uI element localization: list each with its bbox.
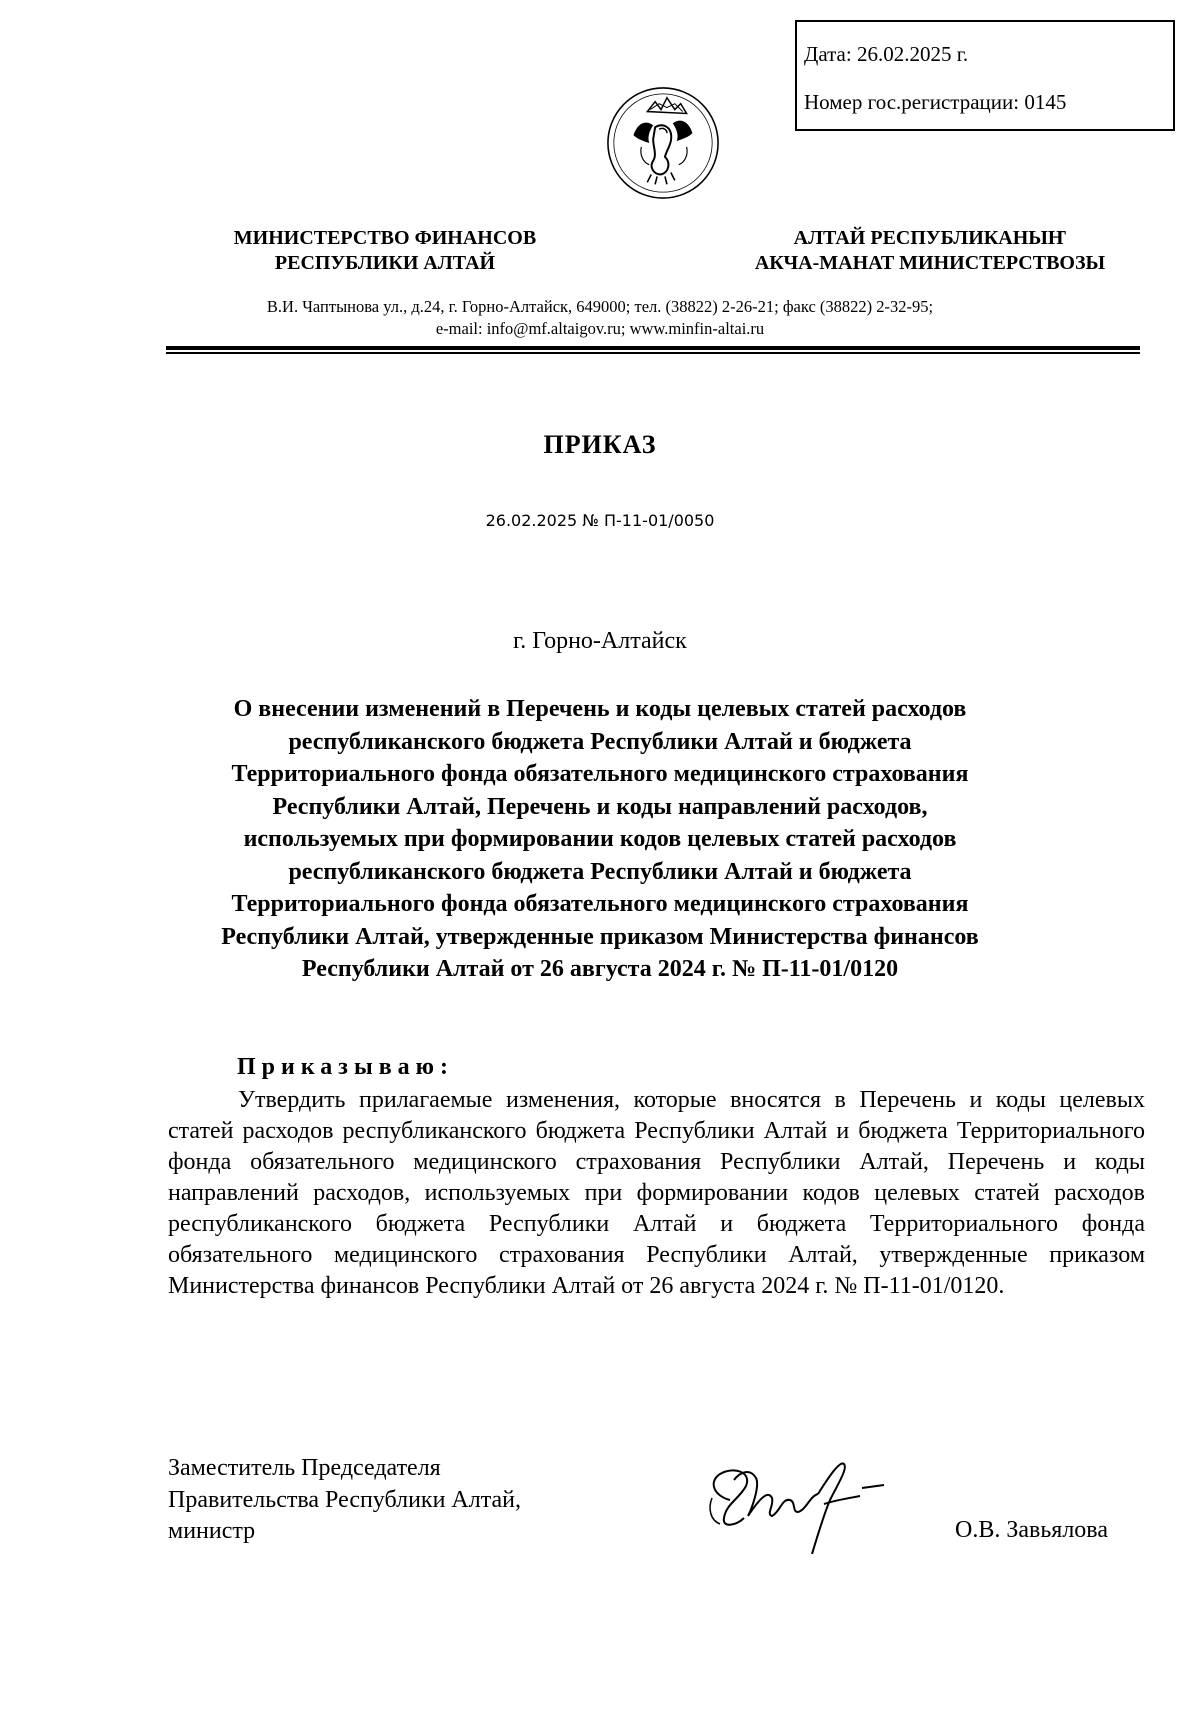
subject-line: Республики Алтай, Перечень и коды направлений расходов, [272,793,928,820]
registration-number: Номер гос.регистрации: 0145 [804,90,1067,114]
document-date-number: 26.02.2025 № П-11-01/0050 [485,511,715,530]
position-line1: Заместитель Председателя [168,1455,441,1481]
subject-line: О внесении изменений в Перечень и коды целевых статей расходов [233,696,967,722]
subject-line: Территориального фонда обязательного медицинского страхования [231,761,969,787]
order-directive-word: Приказываю: [237,1054,454,1080]
document-city: г. Горно-Алтайск [513,628,687,654]
ministry-name-altai-line2: АКЧА-МАНАТ МИНИСТЕРСТВОЗЫ [754,252,1106,274]
ministry-name-altai [715,226,1145,276]
subject-line: республиканского бюджета Республики Алтай и бюджета [288,728,912,755]
altai-coat-of-arms-emblem [604,84,722,202]
ministry-name-russian-line1: МИНИСТЕРСТВО ФИНАНСОВ [233,227,537,249]
subject-line: республиканского бюджета Республики Алтай и бюджета [288,858,912,885]
subject-line: Республики Алтай от 26 августа 2024 г. № П-11-01/0120 [301,956,899,982]
address-line1: В.И. Чаптынова ул., д.24, г. Горно-Алтайск, 649000; тел. (38822) 2-26-21; факс (38822) 2-32-95; [266,297,934,316]
ministry-name-russian [180,226,590,276]
subject-line: Территориального фонда обязательного медицинского страхования [231,891,969,917]
registration-stamp [795,20,1175,131]
position-line2: Правительства Республики Алтай, [168,1486,522,1513]
header-divider-thin [166,352,1140,354]
address-line2: e-mail: info@mf.altaigov.ru; www.minfin-altai.ru [435,319,765,338]
ministry-name-altai-line1: АЛТАЙ РЕСПУБЛИКАНЫҤ [793,227,1067,249]
order-body-text: Утвердить прилагаемые изменения, которые вносятся в Перечень и коды целевых статей расходов республиканского бюджета Республики Алтай и бюджета Территориального фонда обязательного медицинского страхования Республики Алтай, Перечень и коды направлений расходов, используемых при формировании кодов целевых статей расходов республиканского бюджета Республики Алтай и бюджета Территориального фонда обязательного медицинского страхования Республики Алтай, утвержденные приказом Министерства финансов Республики Алтай от 26 августа 2024 г. № П-11-01/0120. [168,1087,1145,1299]
signatory-position [168,1453,521,1548]
document-subject [170,693,1030,986]
document-title: ПРИКАЗ [543,430,657,459]
header-divider-thick [166,346,1140,350]
subject-line: используемых при формировании кодов целевых статей расходов [243,826,957,852]
position-line3: министр [168,1518,256,1544]
handwritten-signature [700,1438,910,1558]
signer-name: О.В. Завьялова [955,1517,1108,1543]
subject-line: Республики Алтай, утвержденные приказом Министерства финансов [221,923,979,950]
ministry-address [160,296,1040,340]
ministry-name-russian-line2: РЕСПУБЛИКИ АЛТАЙ [274,252,496,274]
registration-date: Дата: 26.02.2025 г. [804,42,969,66]
